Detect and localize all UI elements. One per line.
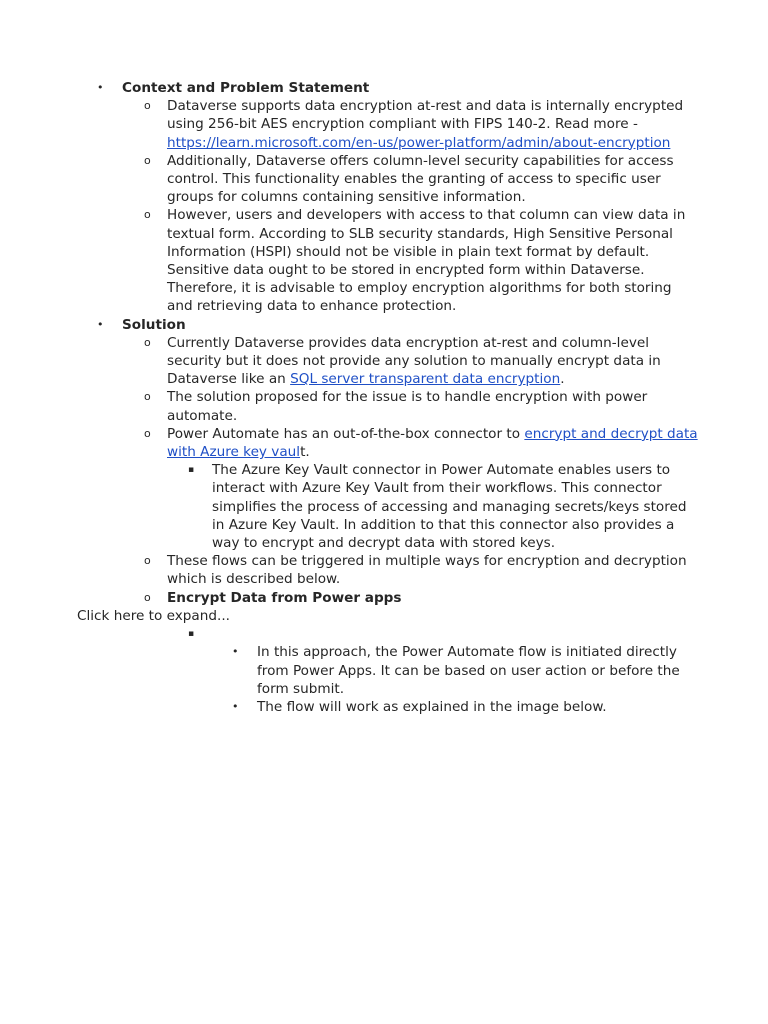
list-item (0, 316, 768, 334)
sql-tde-link[interactable]: SQL server transparent data encryption (290, 371, 561, 388)
bullet-square: ▪ (188, 629, 195, 640)
bullet-circle: o (144, 99, 151, 113)
paragraph-text: These flows can be triggered in multiple ways for encryption and decryption which is described below. (167, 553, 687, 588)
expand-toggle[interactable]: Click here to expand... (77, 607, 230, 624)
paragraph-text: The flow will work as explained in the image below. (257, 698, 607, 715)
paragraph-text: However, users and developers with access to that column can view data in textual form. According to SLB security standards, High Sensitive Personal Information (HSPI) should not be visible in plain text format by default. Sensitive data ought to be stored in encrypted form within Dataverse. Therefore, it is advisable to employ encryption algorithms for both storing and retrieving data to enhance protection. (167, 207, 686, 315)
bullet-square: ▪ (188, 465, 195, 476)
document-page (0, 79, 768, 716)
list-item (0, 206, 768, 315)
paragraph-text: Dataverse supports data encryption at-rest and data is internally encrypted using 256-bit AES encryption compliant with FIPS 140-2. Read more - (167, 98, 684, 133)
bullet-disc: • (232, 645, 239, 659)
bullet-disc: • (232, 699, 239, 713)
bullet-circle: o (144, 590, 151, 604)
bullet-circle: o (144, 153, 151, 167)
list-item (0, 552, 768, 588)
list-item (0, 334, 768, 389)
paragraph-text: Additionally, Dataverse offers column-level security capabilities for access control. This functionality enables the granting of access to specific user groups for columns containing sensitive information. (167, 152, 674, 206)
paragraph-text: Power Automate has an out-of-the-box connector to (167, 425, 525, 442)
subsection-heading-encrypt: Encrypt Data from Power apps (167, 589, 402, 606)
section-heading-solution: Solution (122, 316, 186, 333)
list-item (0, 425, 768, 461)
bullet-circle: o (144, 390, 151, 404)
bullet-circle: o (144, 335, 151, 349)
bullet-circle: o (144, 554, 151, 568)
bullet-disc: • (97, 317, 104, 331)
list-item (0, 698, 768, 716)
azure-key-vault-link[interactable]: encrypt and decrypt data with Azure key vaul (167, 425, 698, 461)
list-item (0, 643, 768, 698)
list-item (0, 388, 768, 424)
list-item (0, 589, 768, 607)
list-item (0, 625, 768, 643)
list-item (0, 79, 768, 97)
paragraph-text: In this approach, the Power Automate flow is initiated directly from Power Apps. It can be based on user action or before the form submit. (257, 644, 680, 697)
bullet-disc: • (97, 81, 104, 94)
paragraph-text: . (560, 371, 565, 388)
paragraph-text: t. (300, 444, 310, 461)
learn-more-link[interactable]: https://learn.microsoft.com/en-us/power-platform/admin/about-encryption (167, 134, 671, 151)
list-item (0, 152, 768, 207)
paragraph-text: Currently Dataverse provides data encryption at-rest and column-level security but it does not provide any solution to manually encrypt data in Dataverse like an (167, 334, 661, 388)
list-item (0, 461, 768, 552)
paragraph-text: The solution proposed for the issue is to handle encryption with power automate. (167, 389, 648, 424)
bullet-circle: o (144, 426, 151, 440)
list-item (0, 97, 768, 152)
paragraph-text: The Azure Key Vault connector in Power Automate enables users to interact with Azure Key Vault from their workflows. This connector simplifies the process of accessing and managing secrets/keys stored in Azure Key Vault. In addition to that this connector also provides a way to encrypt and decrypt data with stored keys. (212, 462, 687, 552)
bullet-circle: o (144, 208, 151, 222)
section-heading-context: Context and Problem Statement (122, 80, 370, 96)
